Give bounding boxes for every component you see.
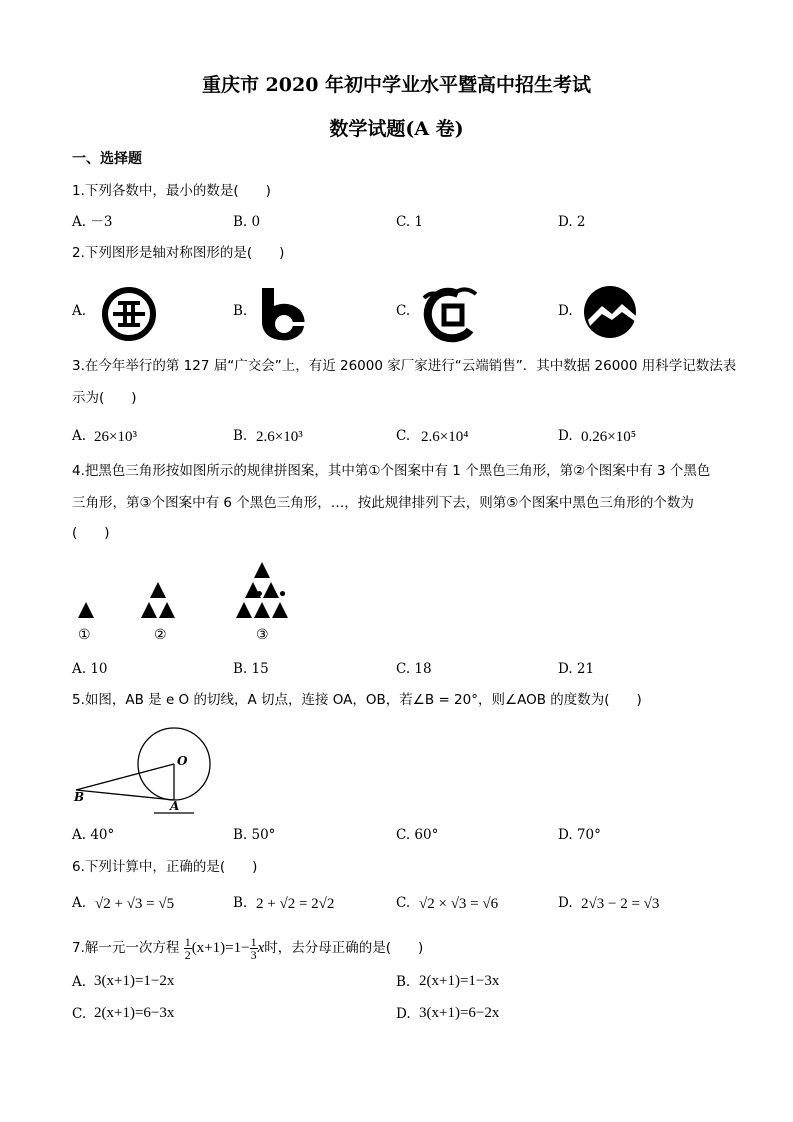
- pattern2-triangle: [150, 582, 166, 598]
- q7-frac2-den: 3: [250, 947, 257, 962]
- q5-stem: 5.如图，AB 是 e O 的切线，A 切点，连接 OA，OB，若∠B = 20°，则∠AOB 的度数为( ): [72, 692, 642, 708]
- exam-subtitle: 数学试题(A 卷): [329, 118, 464, 140]
- q7-eq-tail: x: [257, 940, 265, 956]
- q6-option-d: 2√3 − 2 = √3: [581, 896, 660, 912]
- ellipsis-dots: •••: [254, 584, 289, 605]
- q4-option-c: C. 18: [396, 661, 432, 677]
- pattern2-triangle: [141, 602, 157, 618]
- q7-frac2-num: 1: [250, 934, 257, 949]
- q3-option-c: 2.6×10⁴: [421, 429, 469, 445]
- pattern-label-2: ②: [154, 627, 167, 643]
- q6-option-d-label: D.: [558, 895, 573, 911]
- pattern3-triangle: [236, 602, 252, 618]
- q7-stem: [72, 934, 423, 962]
- q3-option-d: 0.26×10⁵: [581, 429, 636, 445]
- q7-option-b: 2(x+1)=1−3x: [419, 973, 500, 989]
- q6-option-b: 2 + √2 = 2√2: [256, 896, 335, 912]
- coin-logo-icon: [418, 284, 480, 344]
- pattern1-triangle: [78, 602, 94, 618]
- q3-option-c-label: C.: [396, 428, 411, 444]
- q4-option-d: D. 21: [558, 661, 595, 677]
- q7-option-c: 2(x+1)=6−3x: [94, 1005, 175, 1021]
- q6-option-a-label: A.: [72, 895, 87, 911]
- q2-stem: 2.下列图形是轴对称图形的是( ): [72, 245, 285, 261]
- pattern3-triangle: [254, 562, 270, 578]
- pattern-label-1: ①: [78, 627, 91, 643]
- q6-stem: 6.下列计算中，正确的是( ): [72, 859, 258, 875]
- bank-logo-icon: [99, 284, 159, 344]
- q3-option-b: 2.6×10³: [256, 429, 303, 445]
- q7-option-d: 3(x+1)=6−2x: [419, 1005, 500, 1021]
- q7-eq-middle: (x+1)=1−: [191, 940, 250, 956]
- q7-option-c-label: C.: [72, 1006, 87, 1022]
- q3-option-a-label: A.: [72, 428, 87, 444]
- q7-frac1-den: 2: [184, 947, 191, 962]
- q2-option-a: A.: [72, 303, 87, 319]
- q4-option-a: A. 10: [72, 661, 108, 677]
- tangent-circle-figure: [70, 724, 220, 816]
- triangle-pattern-figure: [70, 558, 360, 624]
- q3-option-b-label: B.: [233, 428, 248, 444]
- fig-label-b: B: [74, 790, 85, 804]
- section-heading: 一、选择题: [72, 151, 142, 167]
- q6-option-c-label: C.: [396, 895, 411, 911]
- fig-label-o: O: [177, 754, 188, 768]
- q4-stem-line1: 4.把黑色三角形按如图所示的规律拼图案，其中第①个图案中有 1 个黑色三角形，第②个图案中有 3 个黑色: [72, 463, 711, 479]
- q2-option-b: B.: [233, 303, 248, 319]
- q5-option-b: B. 50°: [233, 827, 276, 843]
- q6-option-b-label: B.: [233, 895, 248, 911]
- pattern-label-3: ③: [256, 627, 269, 643]
- q1-option-b: B. 0: [233, 214, 261, 230]
- q3-stem-line1: 3.在今年举行的第 127 届“广交会”上，有近 26000 家厂家进行“云端销售”．其中数据 26000 用科学记数法表: [72, 358, 737, 374]
- q6-option-c: √2 × √3 = √6: [419, 896, 499, 912]
- q3-option-a: 26×10³: [94, 429, 137, 445]
- exam-title: 重庆市 2020 年初中学业水平暨高中招生考试: [201, 74, 592, 96]
- q1-option-c: C. 1: [396, 214, 424, 230]
- q1-option-a: A. －3: [72, 214, 113, 230]
- q7-frac1-num: 1: [184, 934, 191, 949]
- q1-option-d: D. 2: [558, 214, 586, 230]
- q7-stem-suffix: 时，去分母正确的是( ): [264, 940, 424, 956]
- q2-option-c: C.: [396, 303, 411, 319]
- q3-stem-line2: 示为( ): [72, 390, 137, 406]
- q7-fraction-1: [184, 936, 192, 961]
- q7-option-a: 3(x+1)=1−2x: [94, 973, 175, 989]
- mountain-logo-icon: [582, 284, 638, 340]
- q7-option-a-label: A.: [72, 974, 87, 990]
- q6-option-a: √2 + √3 = √5: [95, 896, 175, 912]
- q4-stem-line3: ( ): [72, 525, 110, 541]
- fig-label-a: A: [170, 799, 180, 813]
- q3-option-d-label: D.: [558, 428, 573, 444]
- q4-option-b: B. 15: [233, 661, 269, 677]
- q7-option-d-label: D.: [396, 1006, 411, 1022]
- q5-option-c: C. 60°: [396, 827, 439, 843]
- pattern2-triangle: [159, 602, 175, 618]
- q7-fraction-2: [250, 936, 258, 961]
- q1-stem: 1.下列各数中，最小的数是( ): [72, 183, 271, 199]
- q5-option-a: A. 40°: [72, 827, 115, 843]
- b-shaped-logo-icon: [254, 284, 310, 344]
- q7-option-b-label: B.: [396, 974, 411, 990]
- q7-stem-prefix: 7.解一元一次方程: [72, 940, 180, 956]
- q4-stem-line2: 三角形，第③个图案中有 6 个黑色三角形，…，按此规律排列下去，则第⑤个图案中黑色三角形的个数为: [72, 495, 694, 511]
- q2-option-d: D.: [558, 303, 573, 319]
- q5-option-d: D. 70°: [558, 827, 601, 843]
